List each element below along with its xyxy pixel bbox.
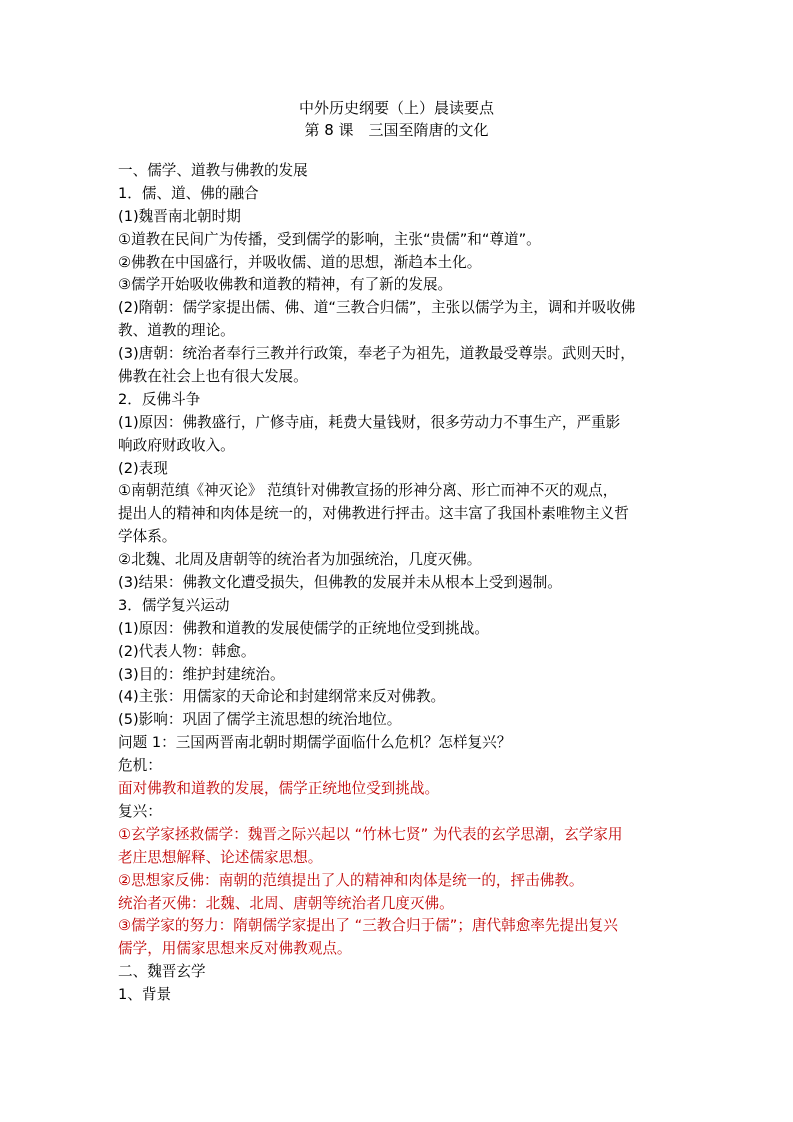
text-line: 儒学，用儒家思想来反对佛教观点。 (118, 940, 352, 958)
text-line: (3)唐朝：统治者奉行三教并行政策，奉老子为祖先，道教最受尊崇。武则天时， (118, 345, 635, 363)
text-line: 1．儒、道、佛的融合 (118, 184, 259, 202)
text-line: 教、道教的理论。 (118, 322, 235, 340)
text-line: ③儒学开始吸收佛教和道教的精神，有了新的发展。 (118, 276, 453, 294)
text-line: 一、儒学、道教与佛教的发展 (118, 162, 308, 179)
text-line: (4)主张：用儒家的天命论和封建纲常来反对佛教。 (118, 688, 446, 706)
text-line: 复兴： (118, 802, 162, 820)
text-line: (2)隋朝：儒学家提出儒、佛、道“三教合归儒”，主张以儒学为主，调和并吸收佛 (118, 299, 636, 317)
text-line: 面对佛教和道教的发展，儒学正统地位受到挑战。 (118, 780, 440, 798)
text-line: (2)代表人物：韩愈。 (118, 642, 256, 660)
text-line: ②佛教在中国盛行，并吸收儒、道的思想，渐趋本土化。 (118, 253, 482, 271)
text-line: ②北魏、北周及唐朝等的统治者为加强统治，几度灭佛。 (118, 551, 482, 569)
text-line: 统治者灭佛：北魏、北周、唐朝等统治者几度灭佛。 (118, 894, 454, 912)
text-line: 问题 1：三国两晋南北朝时期儒学面临什么危机？怎样复兴？ (118, 734, 512, 752)
text-line: 提出人的精神和肉体是统一的，对佛教进行抨击。这丰富了我国朴素唯物主义哲 (118, 505, 629, 523)
text-line: (3)目的：维护封建统治。 (118, 665, 285, 683)
text-line: (1)原因：佛教盛行，广修寺庙，耗费大量钱财，很多劳动力不事生产，严重影 (118, 413, 621, 431)
text-line: 危机： (118, 757, 162, 775)
document-body (118, 160, 678, 1007)
text-line: 佛教在社会上也有很大发展。 (118, 368, 308, 386)
text-line: (1)原因：佛教和道教的发展使儒学的正统地位受到挑战。 (118, 619, 489, 637)
text-line: ①道教在民间广为传播，受到儒学的影响，主张“贵儒”和“尊道”。 (118, 230, 541, 248)
text-line: (1)魏晋南北朝时期 (118, 207, 241, 225)
text-line: 响政府财政收入。 (118, 436, 235, 454)
text-line: 老庄思想解释、论述儒家思想。 (118, 848, 323, 866)
text-line: (3)结果：佛教文化遭受损失，但佛教的发展并未从根本上受到遏制。 (118, 574, 562, 592)
text-line: 3．儒学复兴运动 (118, 596, 230, 614)
text-line: 2．反佛斗争 (118, 390, 201, 408)
text-line: ①南朝范缜《神灭论》 范缜针对佛教宣扬的形神分离、形亡而神不灭的观点， (118, 482, 618, 500)
text-line: (5)影响：巩固了儒学主流思想的统治地位。 (118, 711, 402, 729)
lesson-subtitle: 第 8 课 三国至隋唐的文化 (304, 121, 489, 139)
text-line: 二、魏晋玄学 (118, 963, 206, 981)
text-line: 学体系。 (118, 528, 177, 546)
text-line: 1、背景 (118, 986, 172, 1004)
text-line: ②思想家反佛：南朝的范缜提出了人的精神和肉体是统一的，抨击佛教。 (118, 871, 584, 889)
text-line: (2)表现 (118, 459, 168, 477)
document-title: 中外历史纲要（上）晨读要点 (298, 99, 494, 117)
text-line: ①玄学家拯救儒学：魏晋之际兴起以 “竹林七贤” 为代表的玄学思潮，玄学家用 (118, 825, 623, 843)
text-line: ③儒学家的努力：隋朝儒学家提出了 “三教合归于儒”；唐代韩愈率先提出复兴 (118, 917, 618, 935)
